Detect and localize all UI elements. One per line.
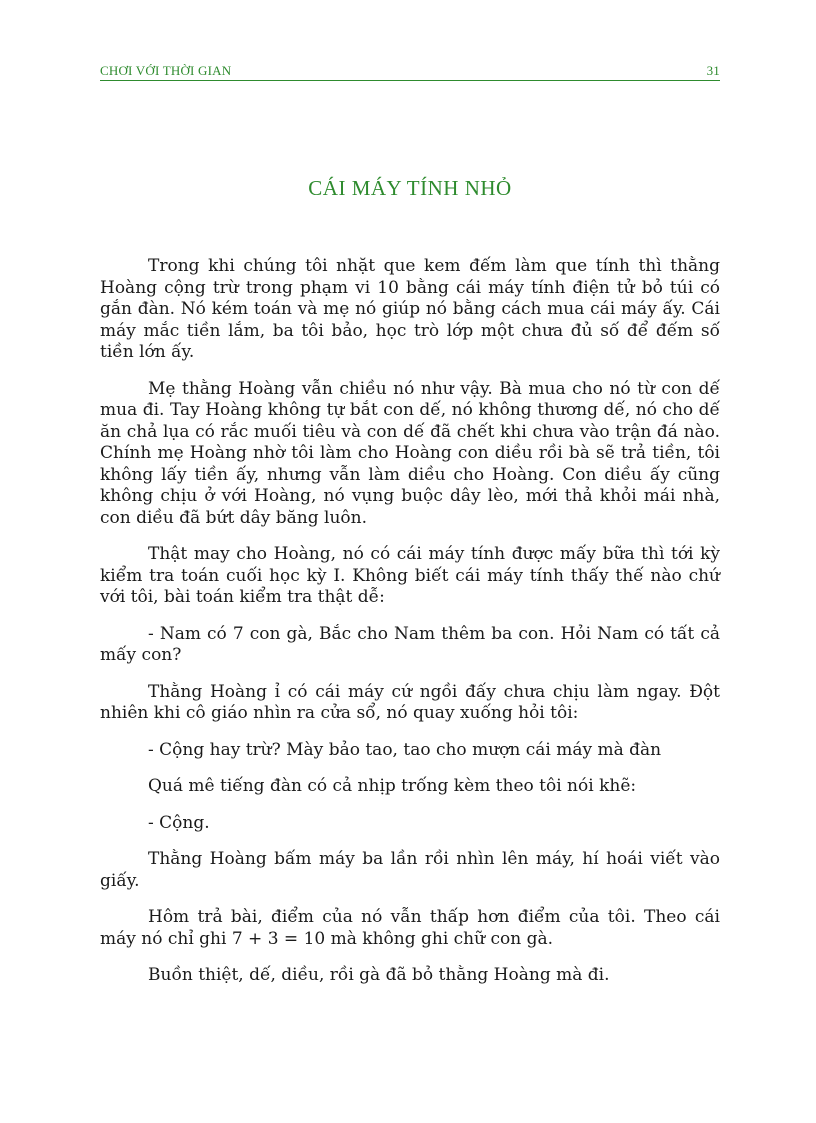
paragraph: Thằng Hoàng bấm máy ba lần rồi nhìn lên máy, hí hoái viết vào giấy. — [100, 849, 720, 891]
chapter-title: CÁI MÁY TÍNH NHỎ — [308, 176, 512, 200]
page-number: 31 — [706, 63, 720, 78]
paragraph: Trong khi chúng tôi nhặt que kem đếm làm que tính thì thằng Hoàng cộng trừ trong phạm vi 10 bằng cái máy tính điện tử bỏ túi có gắn đàn. Nó kém toán và mẹ nó giúp nó bằng cách mua cái máy ấy. Cái máy mắc tiền lắm, ba tôi bảo, học trò lớp một chưa đủ số để đếm số tiền lớn ấy. — [100, 256, 720, 362]
paragraph: Quá mê tiếng đàn có cả nhịp trống kèm theo tôi nói khẽ: — [148, 776, 637, 796]
story-body — [100, 256, 720, 1002]
paragraph: Thằng Hoàng ỉ có cái máy cứ ngồi đấy chưa chịu làm ngay. Đột nhiên khi cô giáo nhìn ra cửa sổ, nó quay xuống hỏi tôi: — [100, 681, 720, 723]
running-header — [100, 62, 720, 81]
paragraph: Hôm trả bài, điểm của nó vẫn thấp hơn điểm của tôi. Theo cái máy nó chỉ ghi 7 + 3 = 10 mà không ghi chữ con gà. — [100, 907, 720, 949]
paragraph: Buồn thiệt, dế, diều, rồi gà đã bỏ thằng Hoàng mà đi. — [148, 965, 610, 985]
paragraph: - Cộng. — [148, 812, 210, 833]
paragraph: - Nam có 7 con gà, Bắc cho Nam thêm ba con. Hỏi Nam có tất cả mấy con? — [100, 623, 720, 665]
paragraph: Mẹ thằng Hoàng vẫn chiều nó như vậy. Bà mua cho nó từ con dế mua đi. Tay Hoàng không tự bắt con dế, nó không thương dế, nó cho dế ăn chả lụa có rắc muối tiêu và con dế đã chết khi chưa vào trận đá nào. Chính mẹ Hoàng nhờ tôi làm cho Hoàng con diều rồi bà sẽ trả tiền, tôi không lấy tiền ấy, nhưng vẫn làm diều cho Hoàng. Con diều ấy cũng không chịu ở với Hoàng, nó vụng buộc dây lèo, mới thả khỏi mái nhà, con diều đã bứt dây băng luôn. — [100, 378, 720, 528]
paragraph: - Cộng hay trừ? Mày bảo tao, tao cho mượn cái máy mà đàn — [148, 739, 662, 760]
paragraph: Thật may cho Hoàng, nó có cái máy tính được mấy bữa thì tới kỳ kiểm tra toán cuối học kỳ I. Không biết cái máy tính thấy thế nào chứ với tôi, bài toán kiểm tra thật dễ: — [100, 544, 720, 607]
running-header-title: CHƠI VỚI THỜI GIAN — [100, 63, 232, 78]
